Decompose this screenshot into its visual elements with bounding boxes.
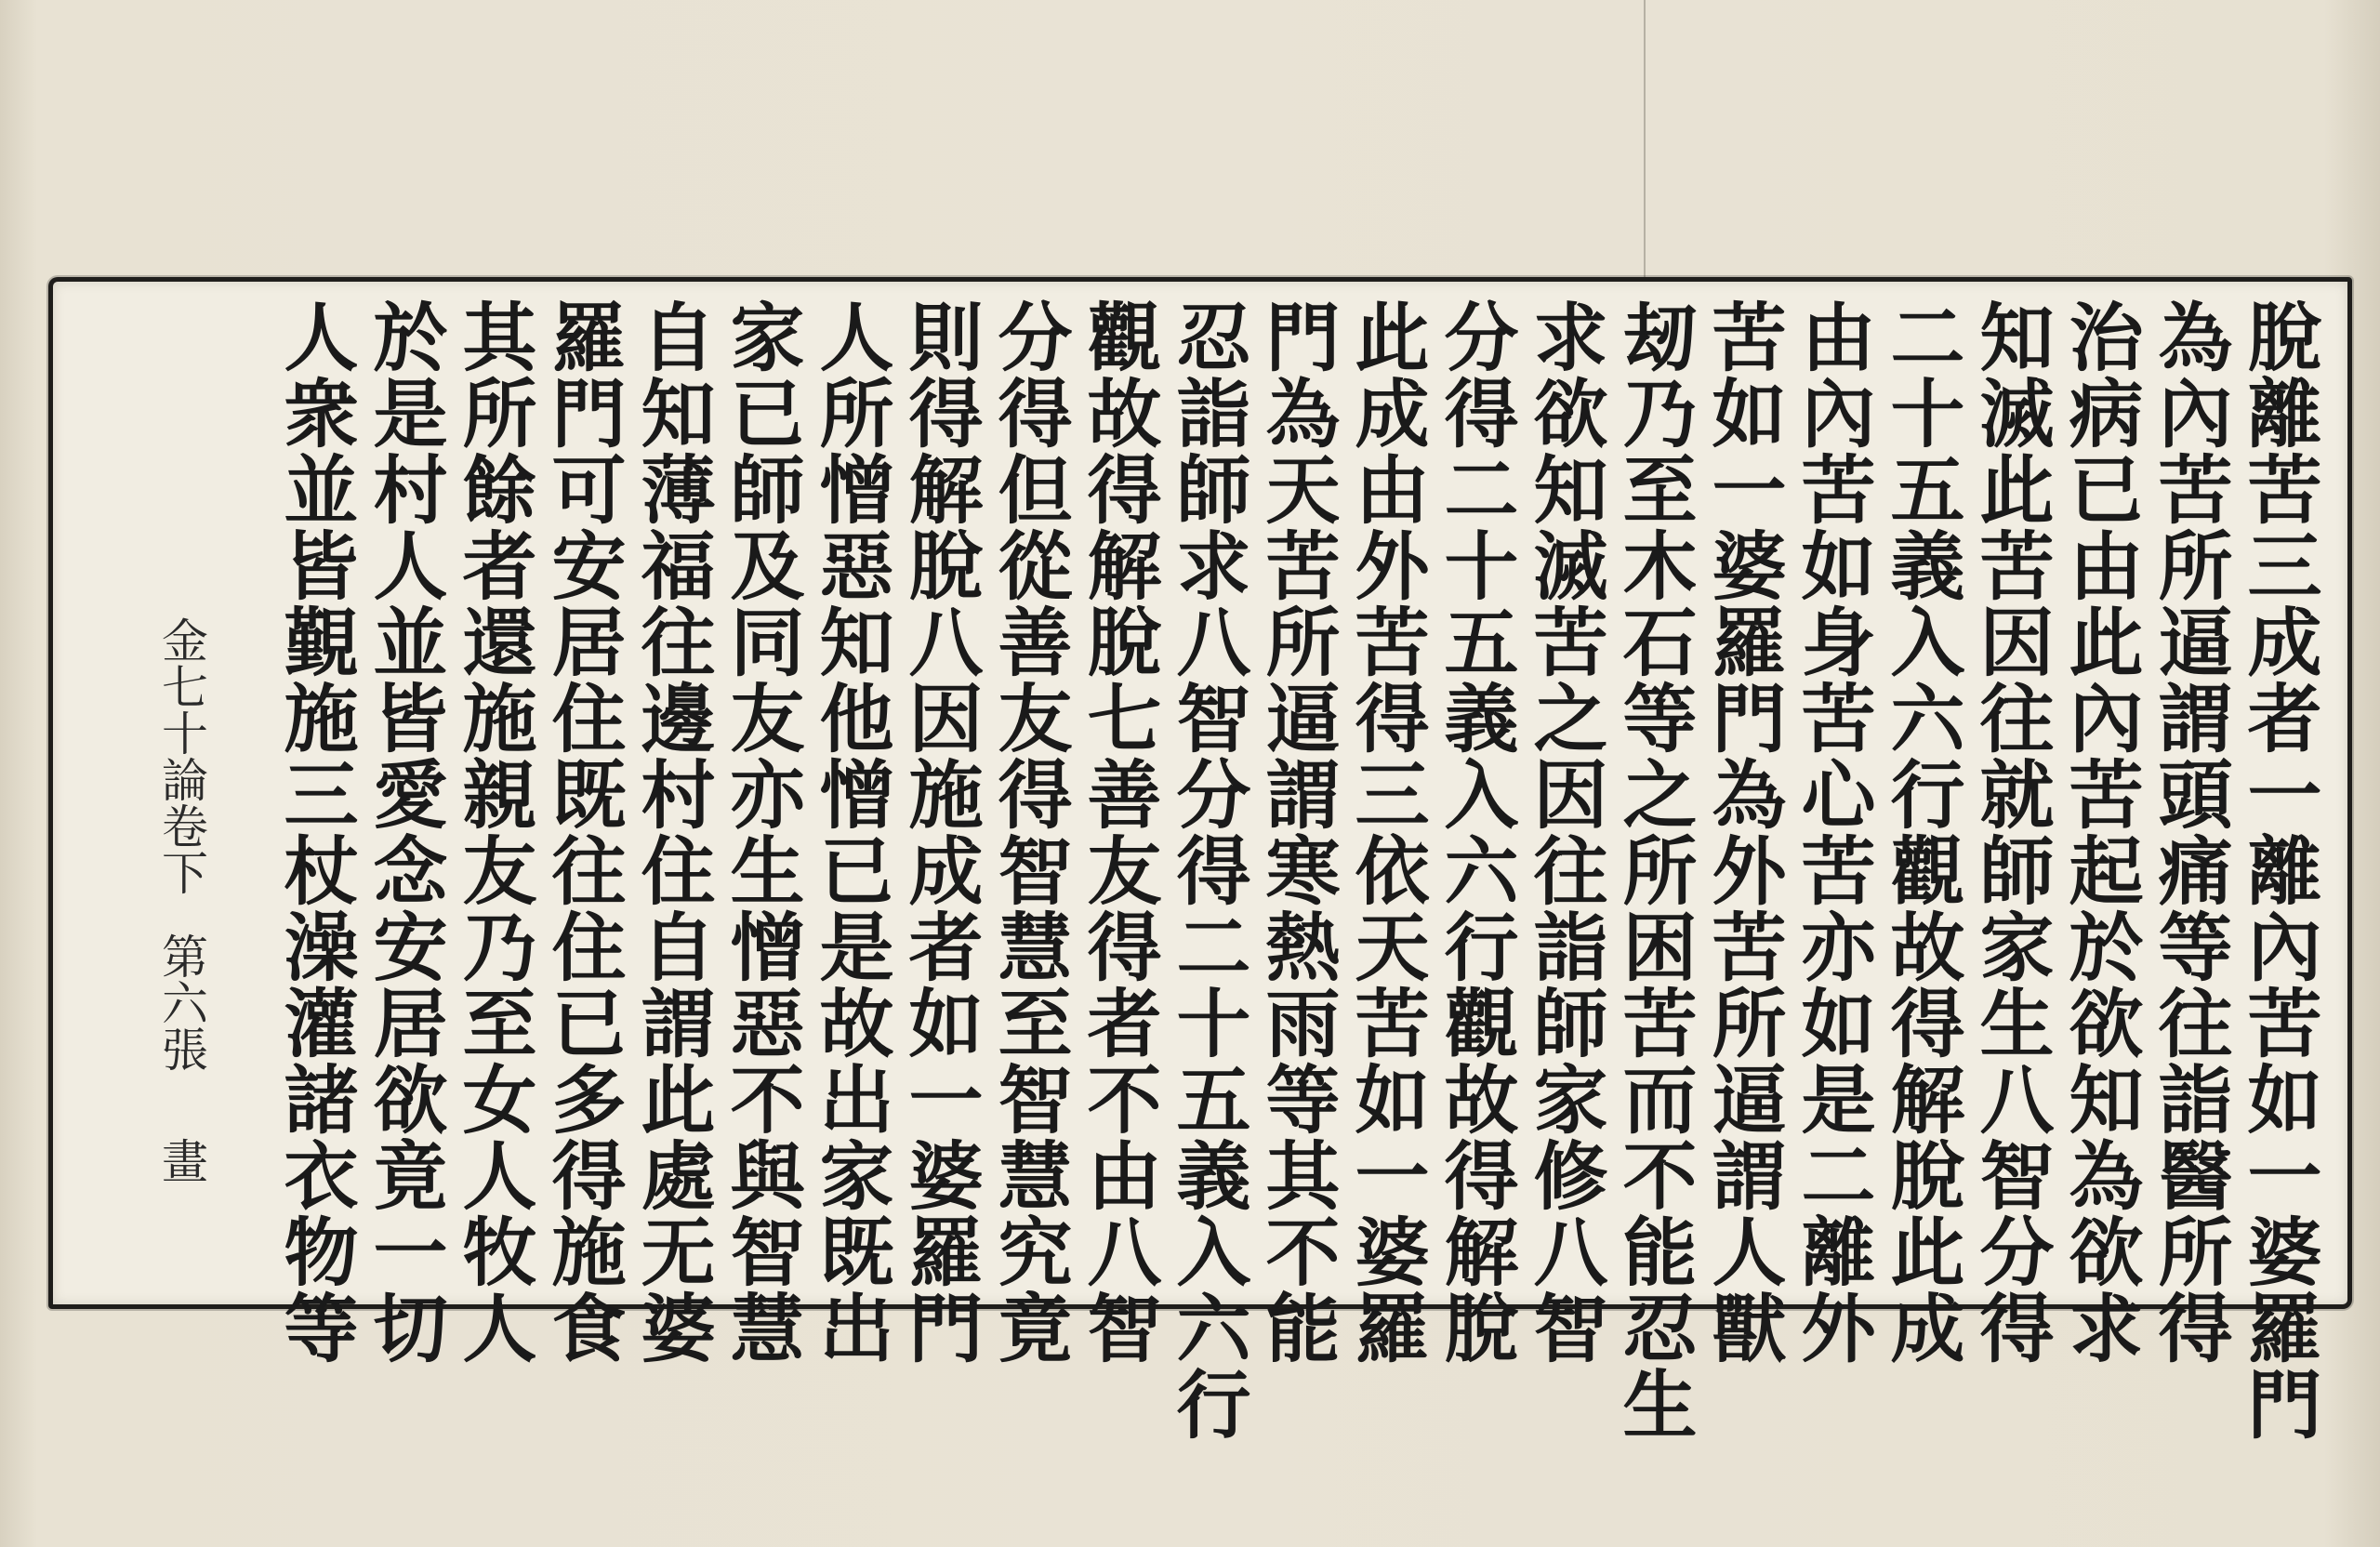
text-column-20: 羅門可安居住既往住已多得施食 [539, 298, 627, 1366]
text-column-21: 其所餘者還施親友乃至女人牧人 [450, 298, 537, 1366]
text-column-13: 忍詣師求八智分得二十五義入六行 [1164, 298, 1251, 1442]
text-column-1: 脫離苦三成者一離內苦如一婆羅門 [2235, 298, 2322, 1442]
text-column-18: 家已師及同友亦生憎惡不與智慧 [718, 298, 805, 1366]
text-column-6: 由內苦如身苦心苦亦如是二離外 [1789, 298, 1876, 1366]
text-column-4: 知滅此苦因往就師家生八智分得 [1967, 298, 2055, 1366]
text-column-10: 分得二十五義入六行觀故得解脫 [1432, 298, 1519, 1366]
text-column-17: 人所憎惡知他憎已是故出家既出 [807, 298, 894, 1366]
text-column-7: 苦如一婆羅門為外苦所逼謂人獸 [1699, 298, 1787, 1366]
text-column-19: 自知薄福往邊村住自謂此處无婆 [628, 298, 716, 1366]
text-column-14: 觀故得解脫七善友得者不由八智 [1075, 298, 1162, 1366]
colophon-title: 金七十論卷下 [154, 616, 208, 895]
colophon-page-number: 第六張 [154, 932, 208, 1072]
text-columns [272, 298, 2321, 1442]
colophon-carver-mark: 畫 [154, 1137, 208, 1183]
text-column-2: 為內苦所逼謂頭痛等往詣醫所得 [2146, 298, 2233, 1366]
text-column-3: 治病已由此內苦起於欲知為欲求 [2056, 298, 2144, 1366]
text-column-5: 二十五義入六行觀故得解脫此成 [1878, 298, 1965, 1366]
text-column-9: 求欲知滅苦之因往詣師家修八智 [1521, 298, 1608, 1366]
printed-text-block [48, 277, 2352, 1442]
text-column-22: 於是村人並皆愛念安居欲竟一切 [361, 298, 448, 1366]
text-column-23: 人衆並皆覲施三杖澡灌諸衣物等 [271, 298, 359, 1366]
text-column-15: 分得但從善友得智慧至智慧究竟 [985, 298, 1073, 1366]
text-column-16: 則得解脫八因施成者如一婆羅門 [896, 298, 984, 1366]
text-column-11: 此成由外苦得三依天苦如一婆羅 [1342, 298, 1430, 1366]
page-fold-line [1644, 0, 1646, 279]
text-column-8: 刼乃至木石等之所困苦而不能忍生 [1610, 298, 1698, 1442]
text-column-12: 門為天苦所逼謂寒熱雨等其不能 [1253, 298, 1341, 1366]
colophon [153, 616, 209, 1183]
